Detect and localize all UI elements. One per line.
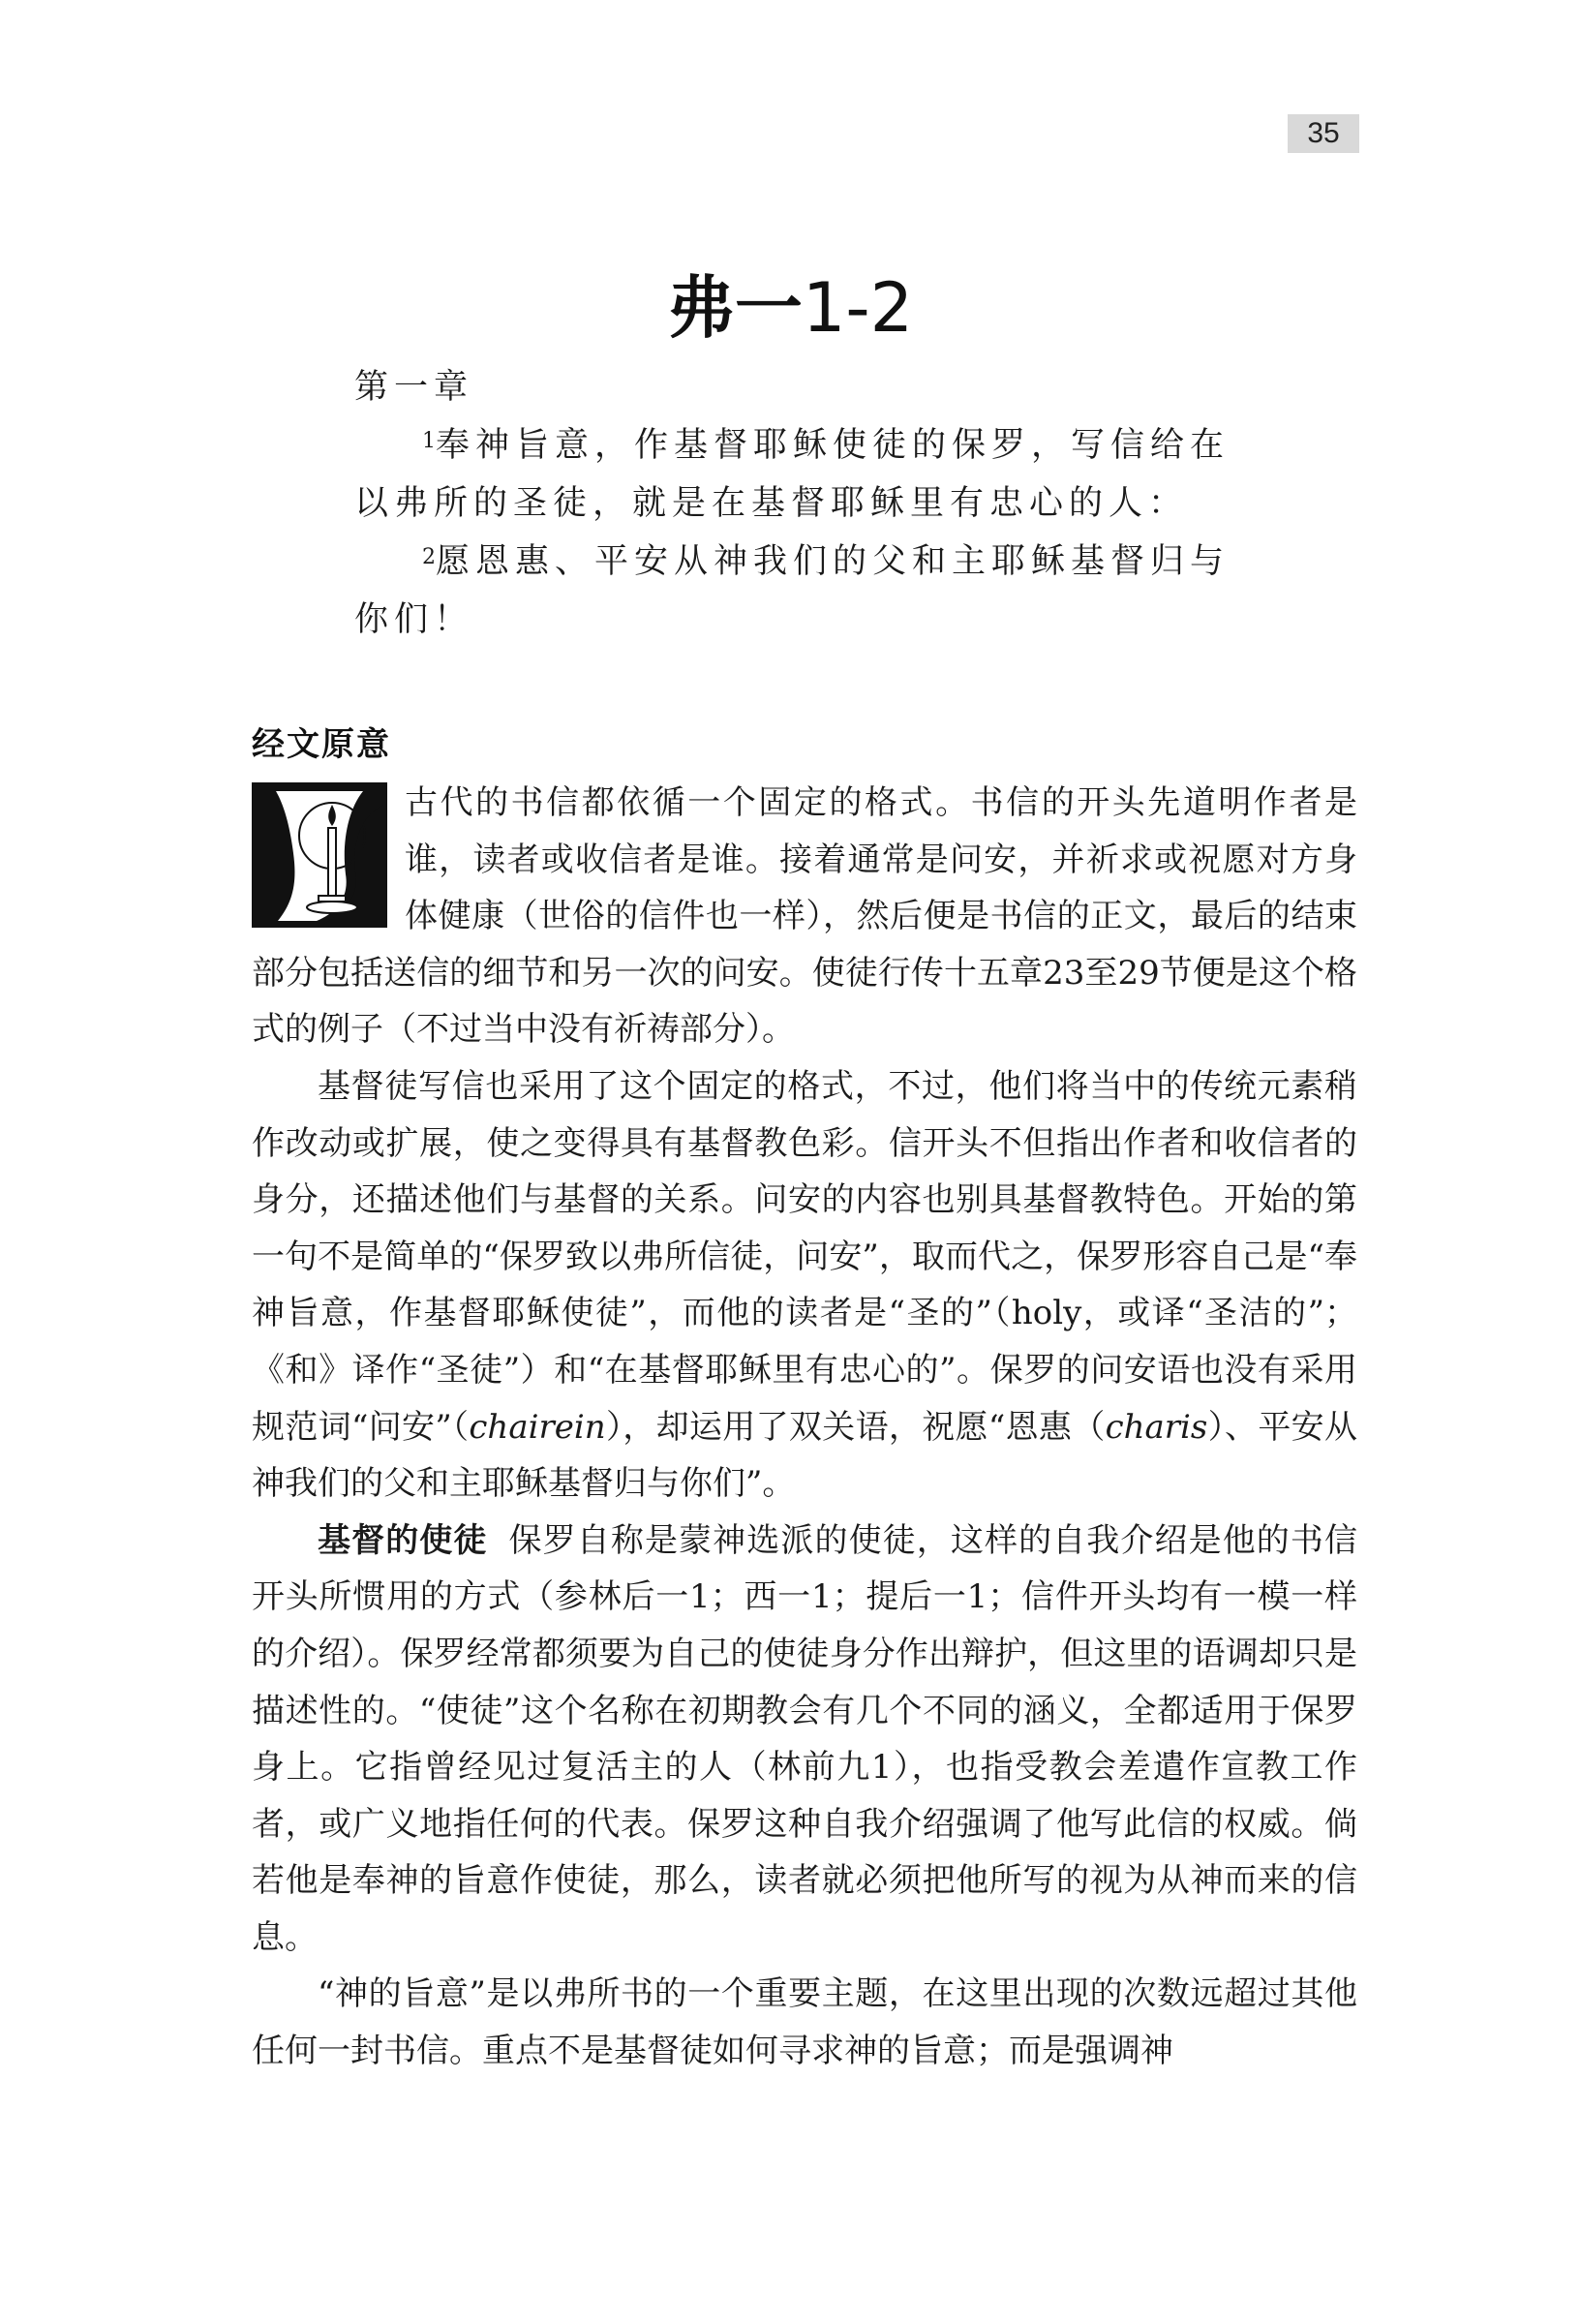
paragraph-1 — [252, 775, 1357, 1058]
section-heading: 经文原意 — [252, 725, 391, 764]
verse-number-2: 2 — [422, 545, 436, 569]
verse-number-1: 1 — [422, 429, 436, 453]
paragraph-4-text: “神的旨意”是以弗所书的一个重要主题，在这里出现的次数远超过其他任何一封书信。重点不是基督徒如何寻求神的旨意；而是强调神 — [252, 1974, 1357, 2071]
page-title — [0, 260, 1580, 356]
subheading-apostle: 基督的使徒 — [318, 1520, 488, 1560]
paragraph-2-text-c: ）、平安从神我们的父和主耶稣基督归与你们”。 — [252, 1407, 1358, 1504]
title-verses: 1-2 — [802, 268, 914, 348]
term-chairein: chairein — [469, 1407, 606, 1447]
paragraph-1-text: 古代的书信都依循一个固定的格式。书信的开头先道明作者是谁，读者或收信者是谁。接着通常是问安，并祈求或祝愿对方身体健康（世俗的信件也一样），然后便是书信的正文，最后的结束部分包括送信的细节和另一次的问安。使徒行传十五章23至29节便是这个格式的例子（不过当中没有祈祷部分）。 — [252, 783, 1357, 1050]
scripture-chapter: 第一章 — [354, 368, 474, 407]
scripture-verse-2 — [354, 533, 1264, 649]
paragraph-3-text: 保罗自称是蒙神选派的使徒，这样的自我介绍是他的书信开头所惯用的方式（参林后一1；西一1；提后一1；信件开头均有一模一样的介绍）。保罗经常都须要为自己的使徒身分作出辩护，但这里的语调却只是描述性的。“使徒”这个名称在初期教会有几个不同的涵义，全都适用于保罗身上。它指曾经见过复活主的人（林前九1），也指受教会差遣作宣教工作者，或广义地指任何的代表。保罗这种自我介绍强调了他写此信的权威。倘若他是奉神的旨意作使徒，那么，读者就必须把他所写的视为从神而来的信息。 — [252, 1520, 1358, 1957]
paragraph-3 — [252, 1513, 1357, 1967]
paragraph-2 — [252, 1058, 1357, 1513]
paragraph-4 — [252, 1966, 1357, 2079]
commentary-body — [252, 775, 1357, 2080]
paragraph-2-text-b: ），却运用了双关语，祝愿“恩惠（ — [605, 1407, 1106, 1447]
term-charis: charis — [1105, 1407, 1208, 1447]
verse-text-1: 奉神旨意，作基督耶稣使徒的保罗，写信给在以弗所的圣徒，就是在基督耶稣里有忠心的人： — [354, 426, 1231, 523]
scripture-verse-1 — [354, 416, 1264, 533]
page-number: 35 — [1288, 114, 1359, 153]
scripture-passage — [354, 358, 1264, 649]
paragraph-2-text-a: 基督徒写信也采用了这个固定的格式，不过，他们将当中的传统元素稍作改动或扩展，使之变得具有基督教色彩。信开头不但指出作者和收信者的身分，还描述他们与基督的关系。问安的内容也别具基督教特色。开始的第一句不是简单的“保罗致以弗所信徒，问安”，取而代之，保罗形容自己是“奉神旨意，作基督耶稣使徒”，而他的读者是“圣的”（holy，或译“圣洁的”；《和》译作“圣徒”）和“在基督耶稣里有忠心的”。保罗的问安语也没有采用规范词“问安”（ — [252, 1066, 1357, 1447]
title-book: 弗一 — [666, 268, 803, 348]
verse-text-2: 愿恩惠、平安从神我们的父和主耶稣基督归与你们！ — [354, 542, 1231, 639]
candle-icon — [252, 782, 387, 928]
